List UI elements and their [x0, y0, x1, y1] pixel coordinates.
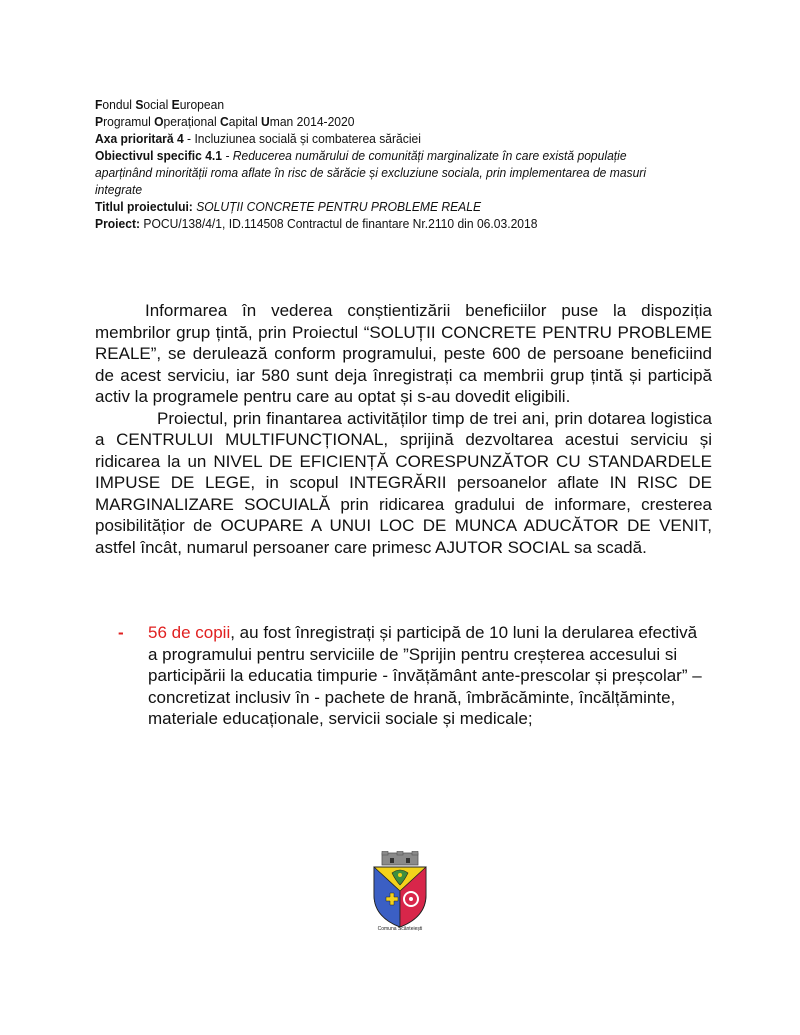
header-text: ondul — [102, 97, 136, 112]
objective-text: - Reducerea numărului de comunități marginalizate în care există populație aparținând minorității roma aflate în risc de sărăcie și excluziune sociala, prin implementarea de masuri integrate — [95, 148, 647, 197]
header-text: rogramul — [103, 114, 155, 129]
bullet-list — [118, 622, 708, 730]
header-project-line — [95, 215, 653, 232]
initial-letter: E — [171, 97, 180, 112]
header-title-line — [95, 198, 653, 215]
project-text: POCU/138/4/1, ID.114508 Contractul de finantare Nr.2110 din 06.03.2018 — [140, 216, 538, 231]
bullet-text: , au fost înregistrați și participă de 10 luni la derularea efectivă a programului pentru serviciile de ”Sprijin pentru creșterea accesului si participării la educatia timpurie - învățământ ante-prescolar și preșcolar” –concretizat inclusiv în - pachete de hrană, îmbrăcăminte, încălțăminte, materiale educaționale, servicii sociale și medicale; — [148, 623, 702, 728]
header-objective-line — [95, 147, 653, 198]
bullet-dash: - — [118, 623, 124, 642]
coat-of-arms-emblem — [366, 851, 434, 933]
title-label: Titlul proiectului: — [95, 199, 193, 214]
header-text: uropean — [179, 97, 225, 112]
list-item — [118, 622, 708, 730]
paragraph-project: Proiectul, prin finantarea activităților timp de trei ani, prin dotarea logistica a CENTRULUI MULTIFUNCȚIONAL, sprijină dezvoltarea acestui serviciu și ridicarea la un NIVEL DE EFICIENȚĂ CORESPUNZĂTOR CU STANDARDELE IMPUSE DE LEGE, in scopul INTEGRĂRII persoanelor aflate IN RISC DE MARGINALIZARE SOCUIALĂ prin ridicarea gradului de informare, cresterea posibilitățior de OCUPARE A UNUI LOC DE MUNCA ADUCĂTOR DE VENIT, astfel încât, numarul persoaner care primesc AJUTOR SOCIAL sa scadă. — [95, 408, 712, 557]
header-program-line — [95, 113, 653, 130]
initial-letter: P — [95, 114, 104, 129]
header-text: apital — [228, 114, 262, 129]
header-text: ocial — [143, 97, 172, 112]
axa-label: Axa prioritară 4 — [95, 131, 184, 146]
highlight-children-count: 56 de copii — [148, 623, 231, 642]
initial-letter: U — [261, 114, 270, 129]
initial-letter: S — [135, 97, 144, 112]
axa-text: - Incluziunea socială și combaterea sărăciei — [183, 131, 421, 146]
initial-letter: F — [95, 97, 103, 112]
project-label: Proiect: — [95, 216, 141, 231]
emblem-caption: Comuna Scânteiești — [377, 926, 423, 932]
objective-label: Obiectivul specific 4.1 — [95, 148, 223, 163]
header-text: man 2014-2020 — [269, 114, 355, 129]
header-fund-line — [95, 96, 653, 113]
initial-letter: C — [220, 114, 229, 129]
header-text: perațional — [163, 114, 221, 129]
project-header — [95, 96, 653, 232]
document-body — [95, 300, 712, 558]
coat-of-arms-icon — [366, 851, 434, 933]
header-axa-line — [95, 130, 653, 147]
initial-letter: O — [154, 114, 164, 129]
title-text: SOLUȚII CONCRETE PENTRU PROBLEME REALE — [192, 199, 482, 214]
paragraph-information: Informarea în vederea conștientizării beneficiilor puse la dispoziția membrilor grup țintă, prin Proiectul “SOLUȚII CONCRETE PENTRU PROBLEME REALE”, se derulează conform programului, peste 600 de persoane beneficiind de acest serviciu, iar 580 sunt deja înregistrați ca membrii grup țintă și participă activ la programele pentru care au optat și s-au dovedit eligibili. — [95, 301, 712, 406]
